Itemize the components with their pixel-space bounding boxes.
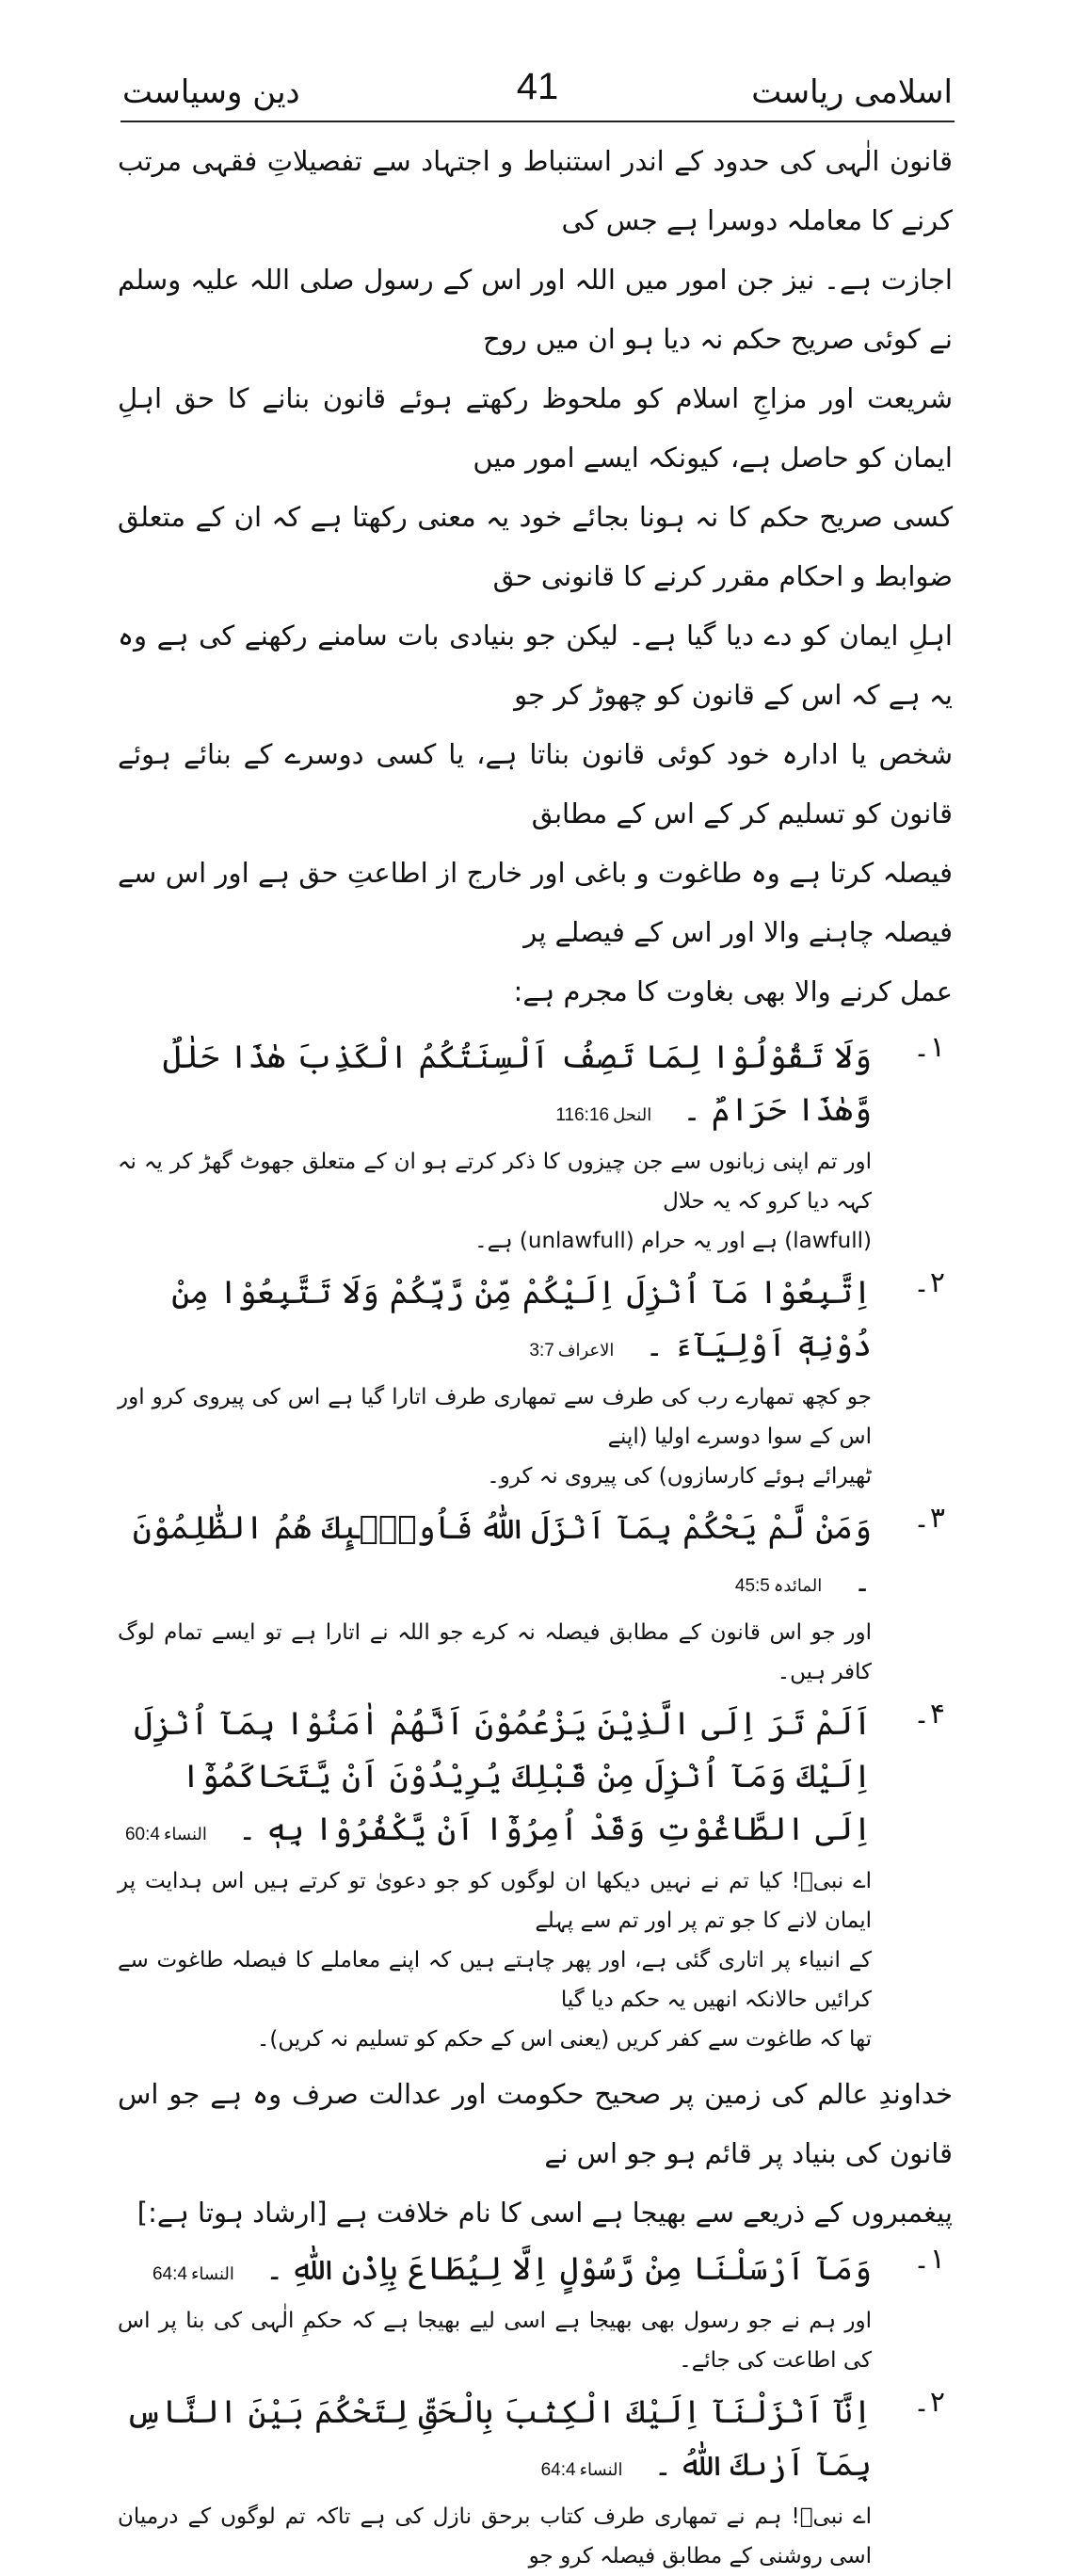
translation-line: اور ہم نے جو رسول بھی بھیجا ہے اسی لیے بھیجا ہے کہ حکمِ الٰہی کی بنا پر اس کی اطاعت کی جائے۔ <box>118 2309 872 2373</box>
quran-verse <box>118 1502 872 1613</box>
verse-text: وَلَا تَقُوْلُوْا لِمَا تَصِفُ اَلْسِنَتُكُمُ الْكَذِبَ هٰذَا حَلٰلٌ وَّهٰذَا حَرَامٌ ۔ <box>163 1038 872 1129</box>
ayah-number: 45:5 <box>734 1576 770 1596</box>
page-header <box>122 66 953 113</box>
verse-reference <box>555 1105 651 1125</box>
quran-verse <box>118 2243 872 2301</box>
translation-line: تھا کہ طاغوت سے کفر کریں (یعنی اس کے حکم کو تسلیم نہ کریں)۔ <box>256 2027 872 2052</box>
translation-line: اور تم اپنی زبانوں سے جن چیزوں کا ذکر کرتے ہو ان کے متعلق جھوٹ گھڑ کر یہ نہ کہہ دیا کرو کہ یہ حلال <box>118 1150 872 1214</box>
item-number: ۱۔ <box>913 2243 945 2276</box>
ayah-number: 60:4 <box>124 1825 160 1844</box>
verse-text: اَلَمْ تَرَ اِلَى الَّذِيْنَ يَزْعُمُوْنَ اَنَّهُمْ اٰمَنُوْا بِمَآ اُنْزِلَ اِلَيْكَ وَمَآ اُنْزِلَ مِنْ قَبْلِكَ يُرِيْدُوْنَ اَنْ يَّتَحَاكَمُوْٓا اِلَى الطَّاغُوْتِ وَقَدْ اُمِرُوْٓا اَنْ يَّكْفُرُوْا بِهٖ ۔ <box>134 1705 872 1848</box>
running-title-left: دین وسیاست <box>122 73 300 111</box>
intro-line: اہلِ ایمان کو دے دیا گیا ہے۔ لیکن جو بنیادی بات سامنے رکھنے کی ہے وہ یہ ہے کہ اس کے قانون کو چھوڑ کر جو <box>118 620 953 711</box>
surah-name: النساء <box>163 1825 207 1844</box>
translation-line: (lawfull) ہے اور یہ حرام (unlawfull) ہے۔ <box>474 1229 872 1253</box>
ayah-number: 64:4 <box>152 2264 187 2284</box>
verse-item <box>118 1698 953 2059</box>
item-number: ۱۔ <box>913 1031 945 1064</box>
surah-name: النحل <box>613 1105 652 1125</box>
verse-item <box>118 1266 953 1496</box>
intro-line: فیصلہ کرتا ہے وہ طاغوت و باغی اور خارج از اطاعتِ حق ہے اور اس سے فیصلہ چاہنے والا اور اس کے فیصلے پر <box>118 857 953 948</box>
surah-name: الاعراف <box>557 1341 615 1360</box>
intro-line: قانون الٰہی کی حدود کے اندر استنباط و اجتہاد سے تفصیلاتِ فقہی مرتب کرنے کا معاملہ دوسرا ہے جس کی <box>118 145 953 236</box>
verse-text: اِتَّبِعُوْا مَآ اُنْزِلَ اِلَيْكُمْ مِّنْ رَّبِّكُمْ وَلَا تَتَّبِعُوْا مِنْ دُوْنِهٖٓ اَوْلِيَآءَ ۔ <box>171 1274 872 1364</box>
intro-line: اجازت ہے۔ نیز جن امور میں اللہ اور اس کے رسول صلی اللہ علیہ وسلم نے کوئی صریح حکم نہ دیا ہو ان میں روح <box>118 264 953 355</box>
intro-line: عمل کرنے والا بھی بغاوت کا مجرم ہے: <box>513 975 953 1007</box>
translation-line: اور جو اس قانون کے مطابق فیصلہ نہ کرے جو اللہ نے اتارا ہے تو ایسے تمام لوگ کافر ہیں۔ <box>118 1620 872 1684</box>
verse-text: وَمَآ اَرْسَلْنَا مِنْ رَّسُوْلٍ اِلَّا لِيُطَاعَ بِاِذْنِ اللّٰهِ ۔ <box>265 2250 872 2288</box>
verse-item <box>118 2243 953 2380</box>
quran-verse <box>118 1698 872 1861</box>
quran-verse <box>118 1266 872 1377</box>
ayah-number: 64:4 <box>540 2460 576 2480</box>
intro-line: شخص یا ادارہ خود کوئی قانون بناتا ہے، یا کسی دوسرے کے بنائے ہوئے قانون کو تسلیم کر کے اس کے مطابق <box>118 738 953 829</box>
header-rule <box>120 121 955 122</box>
surah-name: النساء <box>579 2460 623 2480</box>
verse-item <box>118 1031 953 1261</box>
verse-item <box>118 2386 953 2576</box>
verse-reference <box>152 2264 234 2284</box>
ayah-number: 3:7 <box>529 1341 554 1360</box>
item-number: ۲۔ <box>913 2386 945 2419</box>
verse-reference <box>541 2460 623 2480</box>
translation-line: اے نبیؐ! ہم نے تمھاری طرف کتاب برحق نازل کی ہے تاکہ تم لوگوں کے درمیان اسی روشنی کے مطابق فیصلہ کرو جو <box>118 2504 872 2568</box>
verse-text: وَمَنْ لَّمْ يَحْكُمْ بِمَآ اَنْزَلَ اللّٰهُ فَاُولٰۗىِٕكَ هُمُ الظّٰلِمُوْنَ ۔ <box>132 1509 872 1600</box>
quran-verse <box>118 1031 872 1142</box>
running-title-right: اسلامی ریاست <box>751 73 953 111</box>
item-number: ۴۔ <box>913 1698 945 1731</box>
translation-line: اے نبیؐ! کیا تم نے نہیں دیکھا ان لوگوں کو جو دعویٰ تو کرتے ہیں اس ہدایت پر ایمان لانے کا جو تم پر اور تم سے پہلے <box>118 1869 872 1933</box>
verse-text: اِنَّآ اَنْزَلْنَآ اِلَيْكَ الْكِتٰبَ بِالْحَقِّ لِتَحْكُمَ بَيْنَ النَّاسِ بِمَآ اَرٰىكَ اللّٰهُ ۔ <box>125 2393 872 2484</box>
item-number: ۲۔ <box>913 1266 945 1299</box>
translation-line: ٹھیرائے ہوئے کارسازوں) کی پیروی نہ کرو۔ <box>487 1464 872 1489</box>
verse-item <box>118 1502 953 1692</box>
item-number: ۳۔ <box>913 1502 945 1535</box>
page-body <box>118 132 953 2576</box>
translation-line: جو کچھ تمھارے رب کی طرف سے تمھاری طرف اتارا گیا ہے اس کی پیروی کرو اور اس کے سوا دوسرے اولیا (اپنے <box>118 1385 872 1449</box>
surah-name: المائدہ <box>773 1576 823 1596</box>
intro-line: شریعت اور مزاجِ اسلام کو ملحوظ رکھتے ہوئے قانون بنانے کا حق اہلِ ایمان کو حاصل ہے، کیونکہ ایسے امور میں <box>118 382 953 474</box>
verse-reference <box>529 1341 614 1360</box>
translation-line: کے انبیاء پر اتاری گئی ہے، اور پھر چاہتے ہیں کہ اپنے معاملے کا فیصلہ طاغوت سے کرائیں حالانکہ انھیں یہ حکم دیا گیا <box>118 1948 872 2012</box>
middle-paragraph <box>118 2065 953 2243</box>
surah-name: النساء <box>190 2264 234 2284</box>
intro-paragraph <box>118 132 953 1022</box>
verse-reference <box>125 1825 207 1844</box>
intro-line: کسی صریح حکم کا نہ ہونا بجائے خود یہ معنی رکھتا ہے کہ ان کے متعلق ضوابط و احکام مقرر کرنے کا قانونی حق <box>118 501 953 592</box>
middle-line: خداوندِ عالم کی زمین پر صحیح حکومت اور عدالت صرف وہ ہے جو اس قانون کی بنیاد پر قائم ہو جو اس نے <box>118 2078 953 2169</box>
middle-line: پیغمبروں کے ذریعے سے بھیجا ہے اسی کا نام خلافت ہے [ارشاد ہوتا ہے:] <box>136 2197 953 2229</box>
page-number: 41 <box>516 66 559 107</box>
verse-reference <box>735 1576 822 1596</box>
quran-verse <box>118 2386 872 2497</box>
ayah-number: 116:16 <box>555 1105 610 1125</box>
